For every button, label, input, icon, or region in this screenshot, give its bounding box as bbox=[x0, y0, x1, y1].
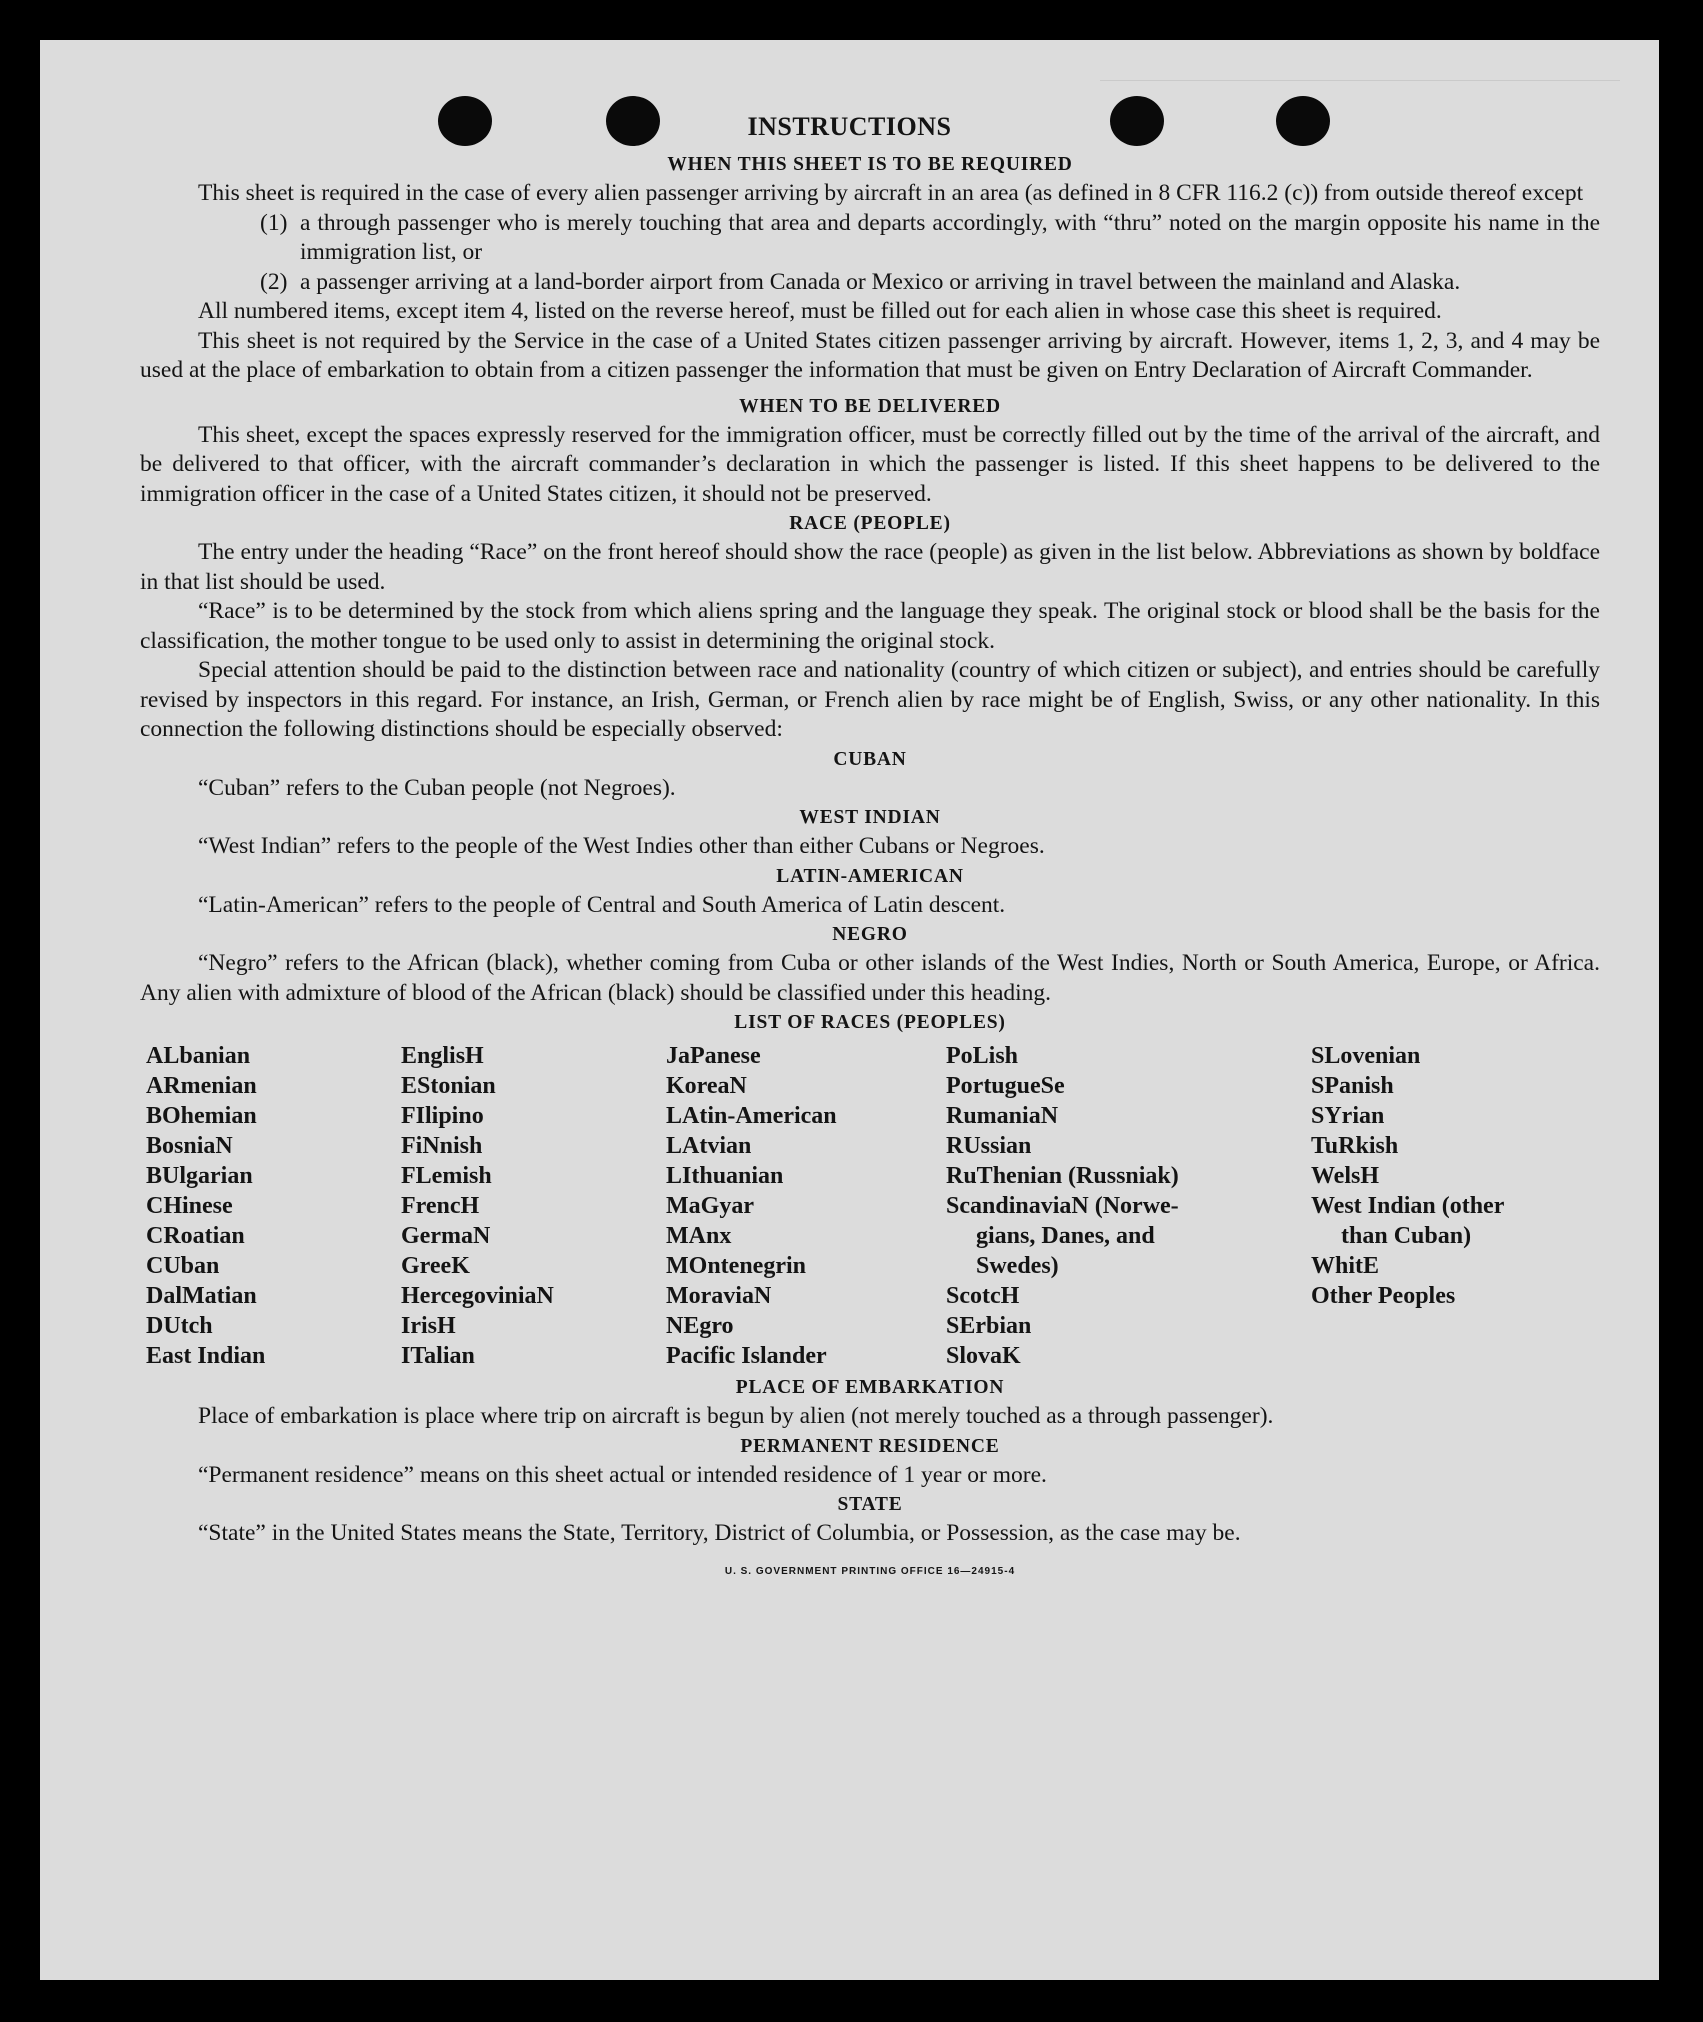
race-entry: FIlipino bbox=[401, 1103, 484, 1129]
race-entry: NEgro bbox=[666, 1313, 734, 1339]
page-title: INSTRUCTIONS bbox=[747, 112, 952, 141]
race-entry: CHinese bbox=[146, 1193, 233, 1219]
race-entry: MAnx bbox=[666, 1223, 732, 1249]
permanent-residence-text: “Permanent residence” means on this sheet actual or intended residence of 1 year or more. bbox=[198, 1461, 1047, 1488]
exception-text: a through passenger who is merely touching that area and departs accordingly, with “thru” noted on the margin opposite his name in the immigration list, or bbox=[300, 209, 1600, 265]
race-entry: PortugueSe bbox=[946, 1073, 1065, 1099]
race-entry: ITalian bbox=[401, 1343, 475, 1369]
race-entry: MOntenegrin bbox=[666, 1253, 806, 1279]
race-entry: BOhemian bbox=[146, 1103, 257, 1129]
race-entry: SLovenian bbox=[1311, 1043, 1421, 1069]
race-entry: ARmenian bbox=[146, 1073, 257, 1099]
race-paragraph-3: Special attention should be paid to the distinction between race and nationality (country of which citizen or subject), and entries should be carefully revised by inspectors in this regard. For instance, an Irish, German, or French alien by race might be of English, Swiss, or any other nationality. In this connection the following distinctions should be especially observed: bbox=[140, 657, 1600, 742]
race-entry-continued: Swedes) bbox=[976, 1253, 1059, 1279]
races-column bbox=[946, 1041, 1311, 1371]
races-column bbox=[140, 1041, 401, 1371]
race-entry: TuRkish bbox=[1311, 1133, 1399, 1159]
race-entry: SYrian bbox=[1311, 1103, 1385, 1129]
race-entry-continued: gians, Danes, and bbox=[976, 1223, 1155, 1249]
race-entry: LIthuanian bbox=[666, 1163, 784, 1189]
race-entry: SErbian bbox=[946, 1313, 1032, 1339]
race-entry: Other Peoples bbox=[1311, 1283, 1456, 1309]
race-entry: East Indian bbox=[146, 1343, 266, 1369]
race-entry: DUtch bbox=[146, 1313, 213, 1339]
race-paragraph-2: “Race” is to be determined by the stock from which aliens spring and the language they speak. The original stock or blood shall be the basis for the classification, the mother tongue to be used only to assist in determining the original stock. bbox=[140, 598, 1600, 654]
embarkation-text: Place of embarkation is place where trip on aircraft is begun by alien (not merely touched as a through passenger). bbox=[198, 1403, 1274, 1429]
race-entry: CRoatian bbox=[146, 1223, 245, 1249]
section-heading-delivered: WHEN TO BE DELIVERED bbox=[739, 395, 1001, 417]
race-entry: ScotcH bbox=[946, 1283, 1020, 1309]
race-entry: DalMatian bbox=[146, 1283, 257, 1309]
race-entry-continued: than Cuban) bbox=[1341, 1223, 1472, 1249]
race-entry: GreeK bbox=[401, 1253, 470, 1279]
section-heading-list-of-races: LIST OF RACES (PEOPLES) bbox=[734, 1012, 1006, 1033]
race-entry: EnglisH bbox=[401, 1043, 484, 1069]
exception-text: a passenger arriving at a land-border airport from Canada or Mexico or arriving in travel between the mainland and Alaska. bbox=[300, 268, 1461, 295]
race-entry: SlovaK bbox=[946, 1343, 1021, 1369]
race-entry: JaPanese bbox=[666, 1043, 761, 1069]
cuban-text: “Cuban” refers to the Cuban people (not Negroes). bbox=[198, 774, 676, 801]
races-column bbox=[401, 1041, 666, 1371]
exception-item-1 bbox=[140, 209, 1600, 268]
printing-office-footer: U. S. GOVERNMENT PRINTING OFFICE 16—24915-4 bbox=[724, 1565, 1016, 1577]
exception-number: (1) bbox=[260, 209, 288, 236]
race-entry: BUlgarian bbox=[146, 1163, 253, 1189]
race-entry: MaGyar bbox=[666, 1193, 754, 1219]
races-column bbox=[666, 1041, 946, 1371]
section-heading-state: STATE bbox=[837, 1494, 903, 1515]
delivered-paragraph: This sheet, except the spaces expressly reserved for the immigration officer, must be correctly filled out by the time of the arrival of the aircraft, and be delivered to that officer, with the aircraft commander’s declaration in which the passenger is listed. If this sheet happens to be delivered to the immigration officer in the case of a United States citizen, it should not be preserved. bbox=[140, 421, 1600, 507]
latin-american-text: “Latin-American” refers to the people of Central and South America of Latin descent. bbox=[198, 891, 1006, 918]
negro-text: “Negro” refers to the African (black), whether coming from Cuba or other islands of the West Indies, North or South America, Europe, or Africa. Any alien with admixture of blood of the African (black) should be classified under this heading. bbox=[140, 950, 1600, 1006]
race-entry: HercegoviniaN bbox=[401, 1283, 554, 1309]
race-entry: RumaniaN bbox=[946, 1103, 1059, 1129]
section-heading-west-indian: WEST INDIAN bbox=[799, 807, 941, 828]
race-entry: WelsH bbox=[1311, 1163, 1380, 1189]
race-entry: FrencH bbox=[401, 1193, 480, 1219]
race-entry: WhitE bbox=[1311, 1253, 1380, 1279]
race-entry: CUban bbox=[146, 1253, 220, 1279]
section-heading-required: WHEN THIS SHEET IS TO BE REQUIRED bbox=[667, 154, 1073, 175]
race-entry: GermaN bbox=[401, 1223, 491, 1249]
instructions-body bbox=[140, 150, 1600, 1586]
races-column bbox=[1311, 1041, 1581, 1371]
exception-item-2 bbox=[140, 268, 1600, 298]
west-indian-text: “West Indian” refers to the people of the West Indies other than either Cubans or Negroes. bbox=[198, 833, 1045, 859]
race-entry: ScandinaviaN (Norwe- bbox=[946, 1193, 1179, 1219]
races-list bbox=[140, 1041, 1600, 1371]
document-page bbox=[40, 40, 1659, 1980]
race-paragraph-1: The entry under the heading “Race” on the front hereof should show the race (people) as given in the list below. Abbreviations as shown by boldface in that list should be used. bbox=[140, 539, 1600, 595]
race-entry: LAtin-American bbox=[666, 1103, 837, 1129]
section-heading-negro: NEGRO bbox=[832, 924, 908, 945]
required-paragraph-3: This sheet is not required by the Service in the case of a United States citizen passenger arriving by aircraft. However, items 1, 2, 3, and 4 may be used at the place of embarkation to obtain from a citizen passenger the information that must be given on Entry Declaration of Aircraft Commander. bbox=[140, 327, 1600, 383]
race-entry: KoreaN bbox=[666, 1073, 747, 1099]
section-heading-embarkation: PLACE OF EMBARKATION bbox=[735, 1377, 1005, 1398]
race-entry: IrisH bbox=[401, 1313, 456, 1339]
race-entry: ALbanian bbox=[146, 1043, 251, 1069]
race-entry: EStonian bbox=[401, 1073, 496, 1099]
section-heading-permanent-residence: PERMANENT RESIDENCE bbox=[740, 1435, 1000, 1457]
race-entry: FLemish bbox=[401, 1163, 492, 1189]
race-entry: PoLish bbox=[946, 1043, 1019, 1069]
race-entry: RUssian bbox=[946, 1133, 1032, 1159]
state-text: “State” in the United States means the State, Territory, District of Columbia, or Possession, as the case may be. bbox=[198, 1520, 1241, 1546]
race-entry: FiNnish bbox=[401, 1133, 483, 1159]
section-heading-cuban: CUBAN bbox=[833, 748, 907, 770]
race-entry: BosniaN bbox=[146, 1133, 233, 1159]
required-paragraph-1: This sheet is required in the case of every alien passenger arriving by aircraft in an area (as defined in 8 CFR 116.2 (c)) from outside thereof except bbox=[198, 180, 1584, 206]
section-heading-latin-american: LATIN-AMERICAN bbox=[776, 865, 964, 887]
section-heading-race: RACE (PEOPLE) bbox=[789, 513, 951, 534]
exception-number: (2) bbox=[260, 268, 288, 295]
race-entry: MoraviaN bbox=[666, 1283, 772, 1309]
required-paragraph-2: All numbered items, except item 4, listed on the reverse hereof, must be filled out for each alien in whose case this sheet is required. bbox=[198, 298, 1442, 324]
race-entry: West Indian (other bbox=[1311, 1193, 1505, 1219]
race-entry: RuThenian (Russniak) bbox=[946, 1163, 1179, 1189]
race-entry: LAtvian bbox=[666, 1133, 752, 1159]
race-entry: Pacific Islander bbox=[666, 1343, 827, 1369]
race-entry: SPanish bbox=[1311, 1073, 1394, 1099]
